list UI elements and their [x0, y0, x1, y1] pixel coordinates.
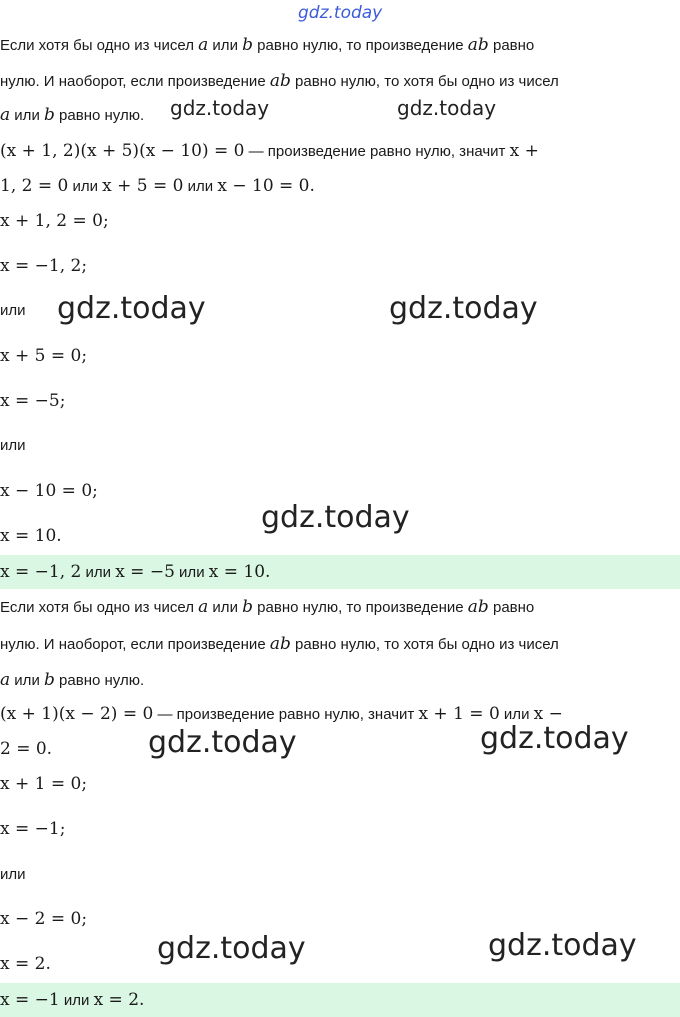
- equation-main: (x + 1)(x − 2) = 0 — произведение равно нулю, значит x + 1 = 0 или x −: [0, 704, 563, 724]
- watermark: gdz.today: [170, 96, 270, 120]
- step-solution: x = −1;: [0, 819, 66, 839]
- step-solution: x = −5;: [0, 391, 66, 411]
- rule-paragraph-line-1: Если хотя бы одно из чисел a или b равно нулю, то произведение ab равно: [0, 35, 535, 55]
- watermark: gdz.today: [480, 721, 629, 756]
- watermark: gdz.today: [488, 928, 637, 963]
- or-label: или: [0, 437, 26, 454]
- equation-main-continued: 1, 2 = 0 или x + 5 = 0 или x − 10 = 0.: [0, 176, 315, 196]
- equation-main-continued: 2 = 0.: [0, 739, 53, 759]
- step-equation: x + 1, 2 = 0;: [0, 211, 109, 231]
- watermark: gdz.today: [57, 291, 206, 326]
- rule-paragraph-line-3: a или b равно нулю.: [0, 670, 145, 690]
- step-equation: x + 5 = 0;: [0, 346, 88, 366]
- equation-main: (x + 1, 2)(x + 5)(x − 10) = 0 — произведение равно нулю, значит x +: [0, 141, 539, 161]
- step-equation: x + 1 = 0;: [0, 774, 88, 794]
- watermark: gdz.today: [397, 96, 497, 120]
- rule-paragraph-line-2: нулю. И наоборот, если произведение ab равно нулю, то хотя бы одно из чисел: [0, 71, 559, 91]
- step-solution: x = −1, 2;: [0, 256, 88, 276]
- or-label: или: [0, 302, 26, 319]
- step-solution: x = 2.: [0, 954, 51, 974]
- watermark: gdz.today: [389, 291, 538, 326]
- watermark: gdz.today: [261, 500, 410, 535]
- rule-paragraph-line-1: Если хотя бы одно из чисел a или b равно нулю, то произведение ab равно: [0, 597, 535, 617]
- answer-line: x = −1 или x = 2.: [0, 990, 145, 1010]
- watermark: gdz.today: [157, 931, 306, 966]
- answer-line: x = −1, 2 или x = −5 или x = 10.: [0, 562, 271, 582]
- step-equation: x − 10 = 0;: [0, 481, 98, 501]
- step-equation: x − 2 = 0;: [0, 909, 88, 929]
- or-label: или: [0, 866, 26, 883]
- watermark: gdz.today: [148, 725, 297, 760]
- step-solution: x = 10.: [0, 526, 62, 546]
- watermark-top: gdz.today: [298, 3, 383, 23]
- rule-paragraph-line-3: a или b равно нулю.: [0, 105, 145, 125]
- rule-paragraph-line-2: нулю. И наоборот, если произведение ab равно нулю, то хотя бы одно из чисел: [0, 634, 559, 654]
